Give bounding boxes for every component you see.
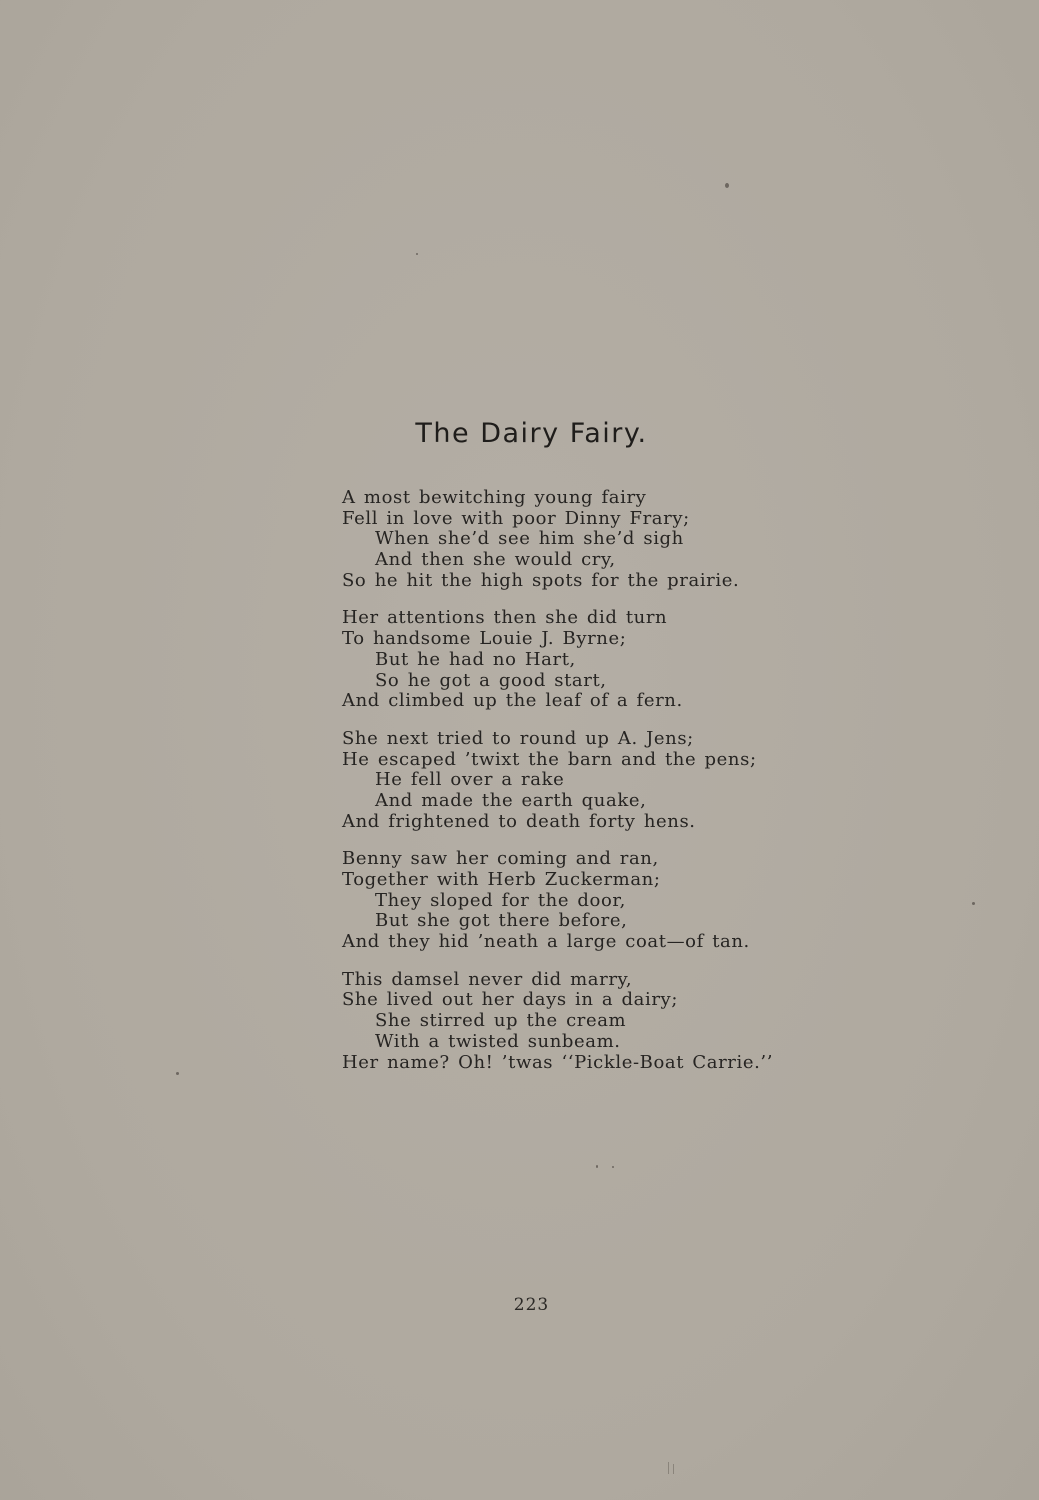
- paper-speck: [725, 183, 729, 188]
- poem-stanza: [342, 488, 762, 591]
- poem-line: When she’d see him she’d sigh: [375, 528, 684, 550]
- poem-line: A most bewitching young fairy: [342, 487, 647, 508]
- paper-mark: [668, 1462, 669, 1474]
- poem-line: They sloped for the door,: [375, 889, 626, 911]
- paper-mark: [673, 1464, 674, 1474]
- poem-line: He fell over a rake: [375, 769, 565, 791]
- poem-stanza: [342, 968, 774, 1073]
- poem-title: The Dairy Fairy.: [415, 418, 648, 449]
- poem-line: And then she would cry,: [375, 549, 616, 571]
- poem-line: She lived out her days in a dairy;: [342, 989, 678, 1011]
- paper-speck: [416, 253, 418, 255]
- poem-line: With a twisted sunbeam.: [375, 1030, 621, 1052]
- poem-stanza: [342, 608, 762, 711]
- poem-stanza: [342, 849, 762, 952]
- poem-line: But she got there before,: [375, 910, 628, 932]
- poem-line: To handsome Louie J. Byrne;: [342, 628, 627, 650]
- poem-line: Her attentions then she did turn: [342, 607, 668, 629]
- page-number: 223: [513, 1295, 550, 1315]
- poem-line: Fell in love with poor Dinny Frary;: [342, 507, 690, 529]
- poem-line: He escaped ’twixt the barn and the pens;: [342, 748, 757, 770]
- poem-line: She stirred up the cream: [375, 1010, 627, 1032]
- poem-line: So he hit the high spots for the prairie.: [342, 569, 740, 591]
- poem-line: And they hid ’neath a large coat—of tan.: [342, 931, 750, 953]
- poem-line: And climbed up the leaf of a fern.: [342, 690, 683, 712]
- poem-line: She next tried to round up A. Jens;: [342, 727, 694, 749]
- poem-line: Together with Herb Zuckerman;: [342, 869, 661, 890]
- poem-body: [342, 487, 774, 1090]
- poem-line: Benny saw her coming and ran,: [342, 848, 659, 870]
- poem-line: But he had no Hart,: [375, 648, 576, 670]
- poem-line: Her name? Oh! ’twas ‘‘Pickle-Boat Carrie.’’: [342, 1051, 774, 1073]
- paper-speck: [972, 902, 975, 905]
- paper-speck: [612, 1166, 614, 1168]
- poem-line: This damsel never did marry,: [342, 968, 633, 990]
- paper-speck: [176, 1072, 179, 1075]
- poem-stanza: [342, 729, 762, 832]
- paper-speck: [596, 1165, 598, 1168]
- poem-line: So he got a good start,: [375, 669, 607, 691]
- poem-line: And made the earth quake,: [375, 789, 647, 811]
- poem-line: And frightened to death forty hens.: [342, 810, 696, 832]
